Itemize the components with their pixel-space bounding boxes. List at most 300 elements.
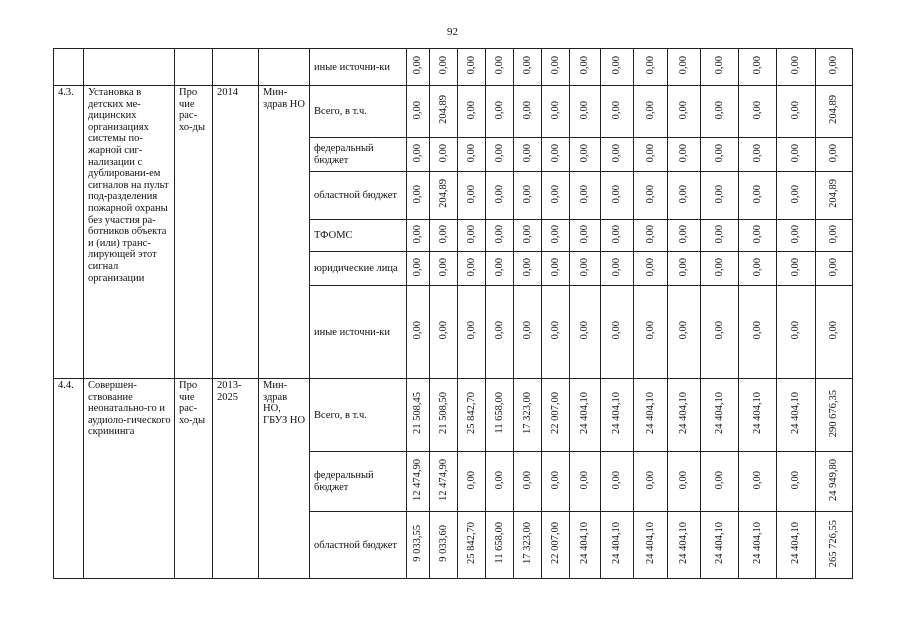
value-text: 0,00	[493, 321, 505, 340]
value-cell	[458, 49, 486, 86]
value-text: 0,00	[437, 56, 449, 75]
value-cell	[514, 138, 542, 172]
value-cell	[777, 49, 816, 86]
value-text: 0,00	[579, 321, 590, 340]
value-text: 0,00	[493, 470, 505, 489]
value-cell	[514, 512, 542, 579]
value-text: 0,00	[828, 143, 839, 162]
value-cell	[542, 172, 570, 220]
value-cell	[701, 172, 739, 220]
value-cell	[634, 172, 668, 220]
value-cell	[542, 220, 570, 252]
page-number: 92	[447, 26, 458, 38]
value-text: 0,00	[751, 224, 763, 243]
value-text: 24 404,10	[713, 522, 725, 565]
value-cell	[634, 452, 668, 512]
value-cell	[601, 379, 634, 452]
value-text: 17 323,00	[521, 392, 533, 435]
value-cell	[739, 452, 777, 512]
value-cell	[701, 379, 739, 452]
value-cell	[816, 379, 853, 452]
empty-cell	[175, 49, 213, 86]
value-text: 0,00	[437, 143, 449, 162]
value-cell	[514, 86, 542, 138]
value-cell	[430, 452, 458, 512]
value-cell	[486, 86, 514, 138]
value-text: 9 033,55	[412, 524, 423, 562]
source-cell: областной бюджет	[310, 512, 407, 579]
value-text: 0,00	[465, 470, 477, 489]
value-text: 0,00	[644, 184, 656, 203]
source-cell: федеральный бюджет	[310, 138, 407, 172]
value-text: 0,00	[549, 100, 561, 119]
empty-cell	[84, 49, 175, 86]
value-text: 0,00	[549, 184, 561, 203]
value-cell	[816, 86, 853, 138]
value-text: 0,00	[579, 56, 590, 75]
value-text: 11 658,00	[493, 522, 505, 565]
value-cell	[514, 252, 542, 286]
value-cell	[430, 252, 458, 286]
table-row	[54, 49, 853, 86]
value-cell	[486, 286, 514, 379]
value-text: 0,00	[521, 321, 533, 340]
value-cell	[701, 138, 739, 172]
value-cell	[601, 49, 634, 86]
value-cell	[570, 49, 601, 86]
value-text: 0,00	[828, 224, 839, 243]
value-text: 0,00	[412, 100, 423, 119]
item-number: 4.4.	[54, 379, 84, 579]
source-cell: юридические лица	[310, 252, 407, 286]
value-text: 0,00	[579, 224, 590, 243]
value-cell	[570, 172, 601, 220]
value-text: 0,00	[713, 321, 725, 340]
source-cell: областной бюджет	[310, 172, 407, 220]
value-text: 0,00	[437, 321, 449, 340]
value-cell	[668, 252, 701, 286]
value-text: 24 404,10	[678, 522, 689, 565]
expense-type: Про чие рас-хо-ды	[175, 379, 213, 579]
value-text: 0,00	[828, 321, 839, 340]
source-cell: Всего, в т.ч.	[310, 86, 407, 138]
value-text: 25 842,70	[465, 522, 477, 565]
value-text: 0,00	[713, 143, 725, 162]
value-text: 0,00	[713, 184, 725, 203]
value-cell	[601, 220, 634, 252]
item-years: 2014	[213, 86, 259, 379]
value-text: 0,00	[412, 257, 423, 276]
value-cell	[407, 49, 430, 86]
value-cell	[777, 379, 816, 452]
value-text: 0,00	[790, 470, 801, 489]
value-text: 0,00	[579, 257, 590, 276]
value-cell	[542, 49, 570, 86]
value-text: 0,00	[611, 257, 622, 276]
value-cell	[668, 220, 701, 252]
value-cell	[668, 512, 701, 579]
source-cell: Всего, в т.ч.	[310, 379, 407, 452]
value-text: 0,00	[644, 470, 656, 489]
value-cell	[458, 138, 486, 172]
value-cell	[430, 49, 458, 86]
value-text: 204,89	[437, 95, 449, 125]
value-cell	[777, 512, 816, 579]
value-text: 0,00	[751, 257, 763, 276]
value-cell	[668, 49, 701, 86]
empty-cell	[259, 49, 310, 86]
item-name: Совершен-ствование неонатально-го и аудиоло-гического скрининга	[84, 379, 175, 579]
value-cell	[407, 220, 430, 252]
value-text: 0,00	[465, 100, 477, 119]
value-text: 0,00	[493, 184, 505, 203]
value-text: 0,00	[579, 143, 590, 162]
value-text: 0,00	[713, 470, 725, 489]
value-text: 25 842,70	[465, 392, 477, 435]
value-cell	[634, 86, 668, 138]
value-cell	[542, 379, 570, 452]
value-cell	[570, 512, 601, 579]
value-cell	[570, 220, 601, 252]
value-text: 290 676,35	[828, 389, 839, 437]
value-cell	[407, 172, 430, 220]
value-text: 0,00	[644, 100, 656, 119]
value-cell	[777, 220, 816, 252]
value-text: 0,00	[465, 224, 477, 243]
value-cell	[739, 138, 777, 172]
value-cell	[777, 452, 816, 512]
value-cell	[668, 452, 701, 512]
value-text: 0,00	[678, 470, 689, 489]
value-cell	[486, 512, 514, 579]
value-cell	[542, 252, 570, 286]
value-text: 0,00	[493, 56, 505, 75]
value-cell	[816, 452, 853, 512]
value-text: 24 404,10	[611, 392, 622, 435]
item-years: 2013-2025	[213, 379, 259, 579]
value-text: 0,00	[549, 321, 561, 340]
value-text: 0,00	[678, 224, 689, 243]
value-text: 0,00	[751, 321, 763, 340]
value-text: 22 007,00	[549, 522, 561, 565]
value-cell	[486, 49, 514, 86]
value-cell	[816, 49, 853, 86]
item-number: 4.3.	[54, 86, 84, 379]
value-cell	[430, 172, 458, 220]
value-cell	[486, 252, 514, 286]
value-cell	[739, 220, 777, 252]
value-text: 0,00	[611, 321, 622, 340]
value-cell	[777, 286, 816, 379]
value-cell	[430, 220, 458, 252]
value-cell	[570, 252, 601, 286]
value-cell	[816, 172, 853, 220]
value-cell	[514, 379, 542, 452]
value-cell	[430, 512, 458, 579]
value-cell	[407, 452, 430, 512]
value-text: 12 474,90	[412, 458, 423, 501]
value-cell	[542, 138, 570, 172]
value-text: 0,00	[412, 224, 423, 243]
value-text: 0,00	[751, 470, 763, 489]
value-text: 0,00	[644, 56, 656, 75]
value-text: 0,00	[465, 143, 477, 162]
value-text: 0,00	[521, 470, 533, 489]
value-cell	[601, 172, 634, 220]
value-cell	[739, 86, 777, 138]
value-cell	[777, 252, 816, 286]
value-cell	[777, 172, 816, 220]
value-cell	[816, 252, 853, 286]
value-text: 0,00	[493, 257, 505, 276]
empty-cell	[213, 49, 259, 86]
value-text: 24 404,10	[644, 522, 656, 565]
value-cell	[739, 252, 777, 286]
value-cell	[634, 286, 668, 379]
value-cell	[777, 138, 816, 172]
value-cell	[458, 286, 486, 379]
value-cell	[458, 86, 486, 138]
value-text: 0,00	[611, 224, 622, 243]
value-text: 0,00	[678, 321, 689, 340]
value-text: 0,00	[790, 143, 801, 162]
value-text: 24 404,10	[790, 392, 801, 435]
value-text: 204,89	[828, 179, 839, 209]
value-text: 0,00	[611, 100, 622, 119]
source-cell: иные источни-ки	[310, 49, 407, 86]
value-cell	[668, 86, 701, 138]
value-text: 24 404,10	[751, 522, 763, 565]
value-cell	[570, 286, 601, 379]
budget-table	[53, 48, 853, 579]
value-cell	[701, 49, 739, 86]
value-text: 0,00	[465, 56, 477, 75]
source-cell: ТФОМС	[310, 220, 407, 252]
value-text: 0,00	[493, 143, 505, 162]
value-text: 24 404,10	[644, 392, 656, 435]
value-cell	[407, 512, 430, 579]
value-cell	[816, 512, 853, 579]
table-row	[54, 86, 853, 138]
value-text: 0,00	[790, 321, 801, 340]
value-text: 24 404,10	[579, 522, 590, 565]
value-cell	[514, 49, 542, 86]
value-text: 0,00	[521, 143, 533, 162]
value-cell	[458, 220, 486, 252]
value-cell	[601, 138, 634, 172]
value-cell	[739, 172, 777, 220]
value-text: 0,00	[678, 184, 689, 203]
value-cell	[407, 379, 430, 452]
value-text: 0,00	[549, 56, 561, 75]
value-text: 0,00	[790, 224, 801, 243]
value-text: 0,00	[678, 100, 689, 119]
value-cell	[430, 286, 458, 379]
value-cell	[430, 86, 458, 138]
value-text: 0,00	[644, 321, 656, 340]
value-text: 0,00	[790, 100, 801, 119]
value-cell	[601, 252, 634, 286]
value-text: 0,00	[611, 470, 622, 489]
value-text: 0,00	[678, 56, 689, 75]
value-text: 0,00	[713, 257, 725, 276]
source-cell: иные источни-ки	[310, 286, 407, 379]
value-text: 0,00	[549, 143, 561, 162]
value-text: 0,00	[579, 470, 590, 489]
value-cell	[816, 220, 853, 252]
value-cell	[739, 379, 777, 452]
value-text: 17 323,00	[521, 522, 533, 565]
value-cell	[486, 452, 514, 512]
value-text: 22 007,00	[549, 392, 561, 435]
value-text: 21 508,50	[437, 392, 449, 435]
value-text: 12 474,90	[437, 458, 449, 501]
value-text: 0,00	[751, 100, 763, 119]
value-cell	[458, 452, 486, 512]
value-text: 0,00	[751, 56, 763, 75]
value-text: 0,00	[549, 470, 561, 489]
value-cell	[542, 452, 570, 512]
value-cell	[458, 512, 486, 579]
value-cell	[668, 286, 701, 379]
value-text: 0,00	[412, 143, 423, 162]
value-cell	[514, 220, 542, 252]
item-executor: Мин-здрав НО, ГБУЗ НО	[259, 379, 310, 579]
value-cell	[570, 379, 601, 452]
value-cell	[430, 379, 458, 452]
value-cell	[458, 379, 486, 452]
value-text: 0,00	[713, 100, 725, 119]
value-text: 0,00	[790, 184, 801, 203]
value-text: 265 726,55	[828, 519, 839, 567]
value-text: 204,89	[437, 179, 449, 209]
value-cell	[668, 379, 701, 452]
value-text: 24 404,10	[579, 392, 590, 435]
value-cell	[601, 452, 634, 512]
value-cell	[486, 220, 514, 252]
value-text: 0,00	[412, 321, 423, 340]
value-cell	[542, 512, 570, 579]
value-text: 0,00	[437, 257, 449, 276]
value-cell	[514, 452, 542, 512]
table-row	[54, 379, 853, 452]
value-text: 0,00	[493, 100, 505, 119]
value-text: 0,00	[521, 184, 533, 203]
value-cell	[739, 512, 777, 579]
value-cell	[407, 286, 430, 379]
value-cell	[739, 49, 777, 86]
value-text: 24 404,10	[678, 392, 689, 435]
value-cell	[634, 220, 668, 252]
value-text: 0,00	[828, 257, 839, 276]
value-cell	[816, 286, 853, 379]
value-text: 0,00	[713, 224, 725, 243]
value-cell	[486, 172, 514, 220]
value-cell	[634, 138, 668, 172]
value-cell	[407, 86, 430, 138]
value-text: 0,00	[644, 143, 656, 162]
item-executor: Мин-здрав НО	[259, 86, 310, 379]
value-cell	[601, 286, 634, 379]
value-cell	[668, 138, 701, 172]
value-text: 0,00	[493, 224, 505, 243]
value-text: 0,00	[611, 184, 622, 203]
value-text: 0,00	[521, 100, 533, 119]
value-text: 0,00	[412, 184, 423, 203]
expense-type: Про чие рас-хо-ды	[175, 86, 213, 379]
value-cell	[634, 379, 668, 452]
value-text: 0,00	[790, 257, 801, 276]
value-cell	[514, 172, 542, 220]
value-text: 0,00	[828, 56, 839, 75]
value-text: 24 404,10	[713, 392, 725, 435]
value-text: 0,00	[790, 56, 801, 75]
value-cell	[701, 86, 739, 138]
value-text: 0,00	[579, 184, 590, 203]
value-cell	[407, 138, 430, 172]
source-cell: федеральный бюджет	[310, 452, 407, 512]
value-cell	[601, 512, 634, 579]
value-cell	[634, 512, 668, 579]
value-text: 0,00	[611, 143, 622, 162]
value-text: 0,00	[521, 56, 533, 75]
value-text: 0,00	[465, 321, 477, 340]
value-cell	[777, 86, 816, 138]
value-cell	[701, 512, 739, 579]
value-text: 204,89	[828, 95, 839, 125]
value-text: 0,00	[437, 224, 449, 243]
value-text: 0,00	[713, 56, 725, 75]
value-text: 0,00	[678, 257, 689, 276]
value-text: 0,00	[549, 257, 561, 276]
value-cell	[430, 138, 458, 172]
value-cell	[701, 252, 739, 286]
value-text: 24 404,10	[611, 522, 622, 565]
value-text: 11 658,00	[493, 392, 505, 435]
value-text: 0,00	[412, 56, 423, 75]
value-cell	[542, 286, 570, 379]
value-cell	[701, 220, 739, 252]
value-cell	[542, 86, 570, 138]
value-text: 24 949,80	[828, 458, 839, 501]
value-text: 0,00	[521, 224, 533, 243]
value-text: 24 404,10	[790, 522, 801, 565]
value-text: 0,00	[678, 143, 689, 162]
value-cell	[486, 379, 514, 452]
value-text: 0,00	[644, 257, 656, 276]
value-cell	[486, 138, 514, 172]
value-cell	[634, 49, 668, 86]
value-text: 24 404,10	[751, 392, 763, 435]
value-text: 0,00	[751, 143, 763, 162]
value-cell	[570, 138, 601, 172]
value-cell	[634, 252, 668, 286]
value-text: 0,00	[751, 184, 763, 203]
value-text: 21 508,45	[412, 392, 423, 435]
value-cell	[458, 172, 486, 220]
value-cell	[701, 452, 739, 512]
value-text: 0,00	[579, 100, 590, 119]
value-cell	[514, 286, 542, 379]
value-cell	[668, 172, 701, 220]
value-text: 0,00	[611, 56, 622, 75]
value-text: 0,00	[644, 224, 656, 243]
item-name: Установка в детских ме-дицинских организациях системы по-жарной сиг-нализации с дублировани-ем сигналов на пульт под-разделения пожарной охраны без участия ра-ботников объекта и (или) транс-лирующей этот сигнал организации	[84, 86, 175, 379]
value-cell	[816, 138, 853, 172]
empty-cell	[54, 49, 84, 86]
value-text: 0,00	[521, 257, 533, 276]
value-cell	[570, 86, 601, 138]
